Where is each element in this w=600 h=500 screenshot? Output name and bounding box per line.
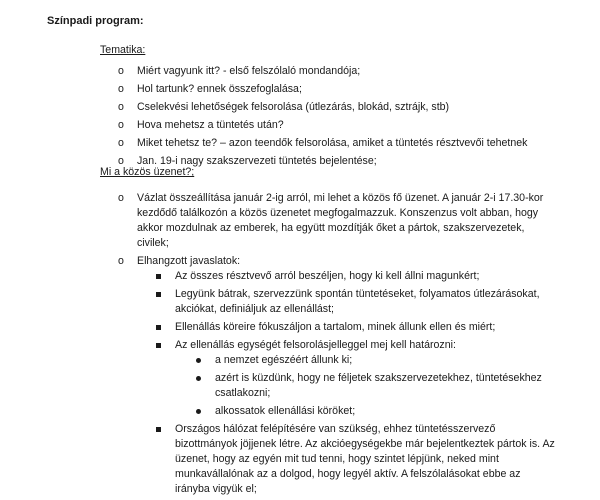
- list-item: alkossatok ellenállási köröket;: [215, 404, 556, 419]
- list-item: Legyünk bátrak, szervezzünk spontán tüntetéseket, folyamatos útlezárásokat, akciókat, definiáljuk az ellenállást;: [175, 287, 556, 317]
- circle-bullet-icon: o: [118, 83, 124, 95]
- dot-bullet-icon: [196, 376, 201, 381]
- tematika-list: [0, 64, 600, 172]
- egyseg-list: [175, 353, 556, 419]
- list-item: Ellenállás köreire fókuszáljon a tartalom, minek állunk ellen és miért;: [175, 320, 556, 335]
- circle-bullet-icon: o: [118, 192, 124, 204]
- tematika-heading: Tematika:: [100, 44, 146, 56]
- list-item: o Jan. 19-i nagy szakszervezeti tüntetés bejelentése;: [118, 155, 377, 167]
- circle-bullet-icon: o: [118, 137, 124, 149]
- list-item: Országos hálózat felépítésére van szükség, ehhez tüntetésszervező bizottmányok jöjjenek létre. Az akcióegységekbe már bejelentkeztek pártok is. Az üzenet, hogy az egyén mit tud tenni, hogy szintet lépjünk, neked mint munkavállalónak az a dolgod, hogy legyél aktív. A felszólalásokat ebbe az irányba vigyük el;: [175, 422, 556, 497]
- list-item: o Cselekvési lehetőségek felsorolása (útlezárás, blokád, sztrájk, stb): [118, 101, 450, 113]
- circle-bullet-icon: o: [118, 65, 124, 77]
- list-item: Az ellenállás egységét felsorolásjelleggel mej kell határozni: a nemzet egészéért állunk ki; azért is küzdünk, hogy ne féljetek szakszervezetekhez, tüntetésekhez csatlakozni; alkossatok ellenállási köröket;: [175, 338, 556, 419]
- square-bullet-icon: [156, 292, 161, 297]
- square-bullet-icon: [156, 427, 161, 432]
- circle-bullet-icon: o: [118, 255, 124, 267]
- circle-bullet-icon: o: [118, 101, 124, 113]
- list-item: o Vázlat összeállítása január 2-ig arról, mi lehet a közös fő üzenet. A január 2-i 17.30-kor kezdődő találkozón a közös üzenetet megfogalmazzuk. Konszenzus volt abban, hogy akkor mozdulnak az emberek, ha együtt mozdítják őket a pártok, szakszervezetek, civilek;: [118, 192, 544, 249]
- list-item: o Miket tehetsz te? – azon teendők felsorolása, amiket a tüntetés résztvevői tehetnek: [118, 137, 528, 149]
- circle-bullet-icon: o: [118, 119, 124, 131]
- list-item: a nemzet egészéért állunk ki;: [215, 353, 556, 368]
- list-item: o Hol tartunk? ennek összefoglalása;: [118, 83, 302, 95]
- square-bullet-icon: [156, 343, 161, 348]
- dot-bullet-icon: [196, 409, 201, 414]
- square-bullet-icon: [156, 325, 161, 330]
- square-bullet-icon: [156, 274, 161, 279]
- document-title: Színpadi program:: [47, 15, 144, 27]
- javaslatok-list: [137, 269, 556, 497]
- list-item: o Miért vagyunk itt? - első felszólaló mondandója;: [118, 65, 361, 77]
- list-item: Az összes résztvevő arról beszéljen, hogy ki kell állni magunkért;: [175, 269, 556, 284]
- circle-bullet-icon: o: [118, 155, 124, 167]
- dot-bullet-icon: [196, 358, 201, 363]
- list-item: o Hova mehetsz a tüntetés után?: [118, 119, 284, 131]
- kozos-uzenet-list: [0, 191, 600, 500]
- list-item: azért is küzdünk, hogy ne féljetek szakszervezetekhez, tüntetésekhez csatlakozni;: [215, 371, 556, 401]
- kozos-uzenet-heading: Mi a közös üzenet?;: [100, 166, 195, 178]
- list-item: o Elhangzott javaslatok: Az összes résztvevő arról beszéljen, hogy ki kell állni magunkért; Legyünk bátrak, szervezzünk spontán tüntetéseket, folyamatos útlezárásokat, akciókat, definiáljuk az ellenállást; Ellenállás köreire fókuszáljon a tartalom, minek állunk ellen és miért; Az ellenállás egységét felsorolásjelleggel mej kell határozni: a nemzet egészéért állunk ki; azért is küzdünk, hogy ne féljetek szakszervezetekhez, tüntetésekhez csatlakozni; alkossatok ellenállási köröket; Országos hálózat felépítésére van szükség, ehhez tüntetésszervező bizottmányok jöjjenek létre. Az akcióegységekbe már bejelentkeztek pártok is. Az üzenet, hogy az egyén mit tud tenni, hogy szintet lépjünk, neked mint munkavállalónak az a dolgod, hogy legyél aktív. A felszólalásokat ebbe az irányba vigyük el;: [118, 255, 555, 495]
